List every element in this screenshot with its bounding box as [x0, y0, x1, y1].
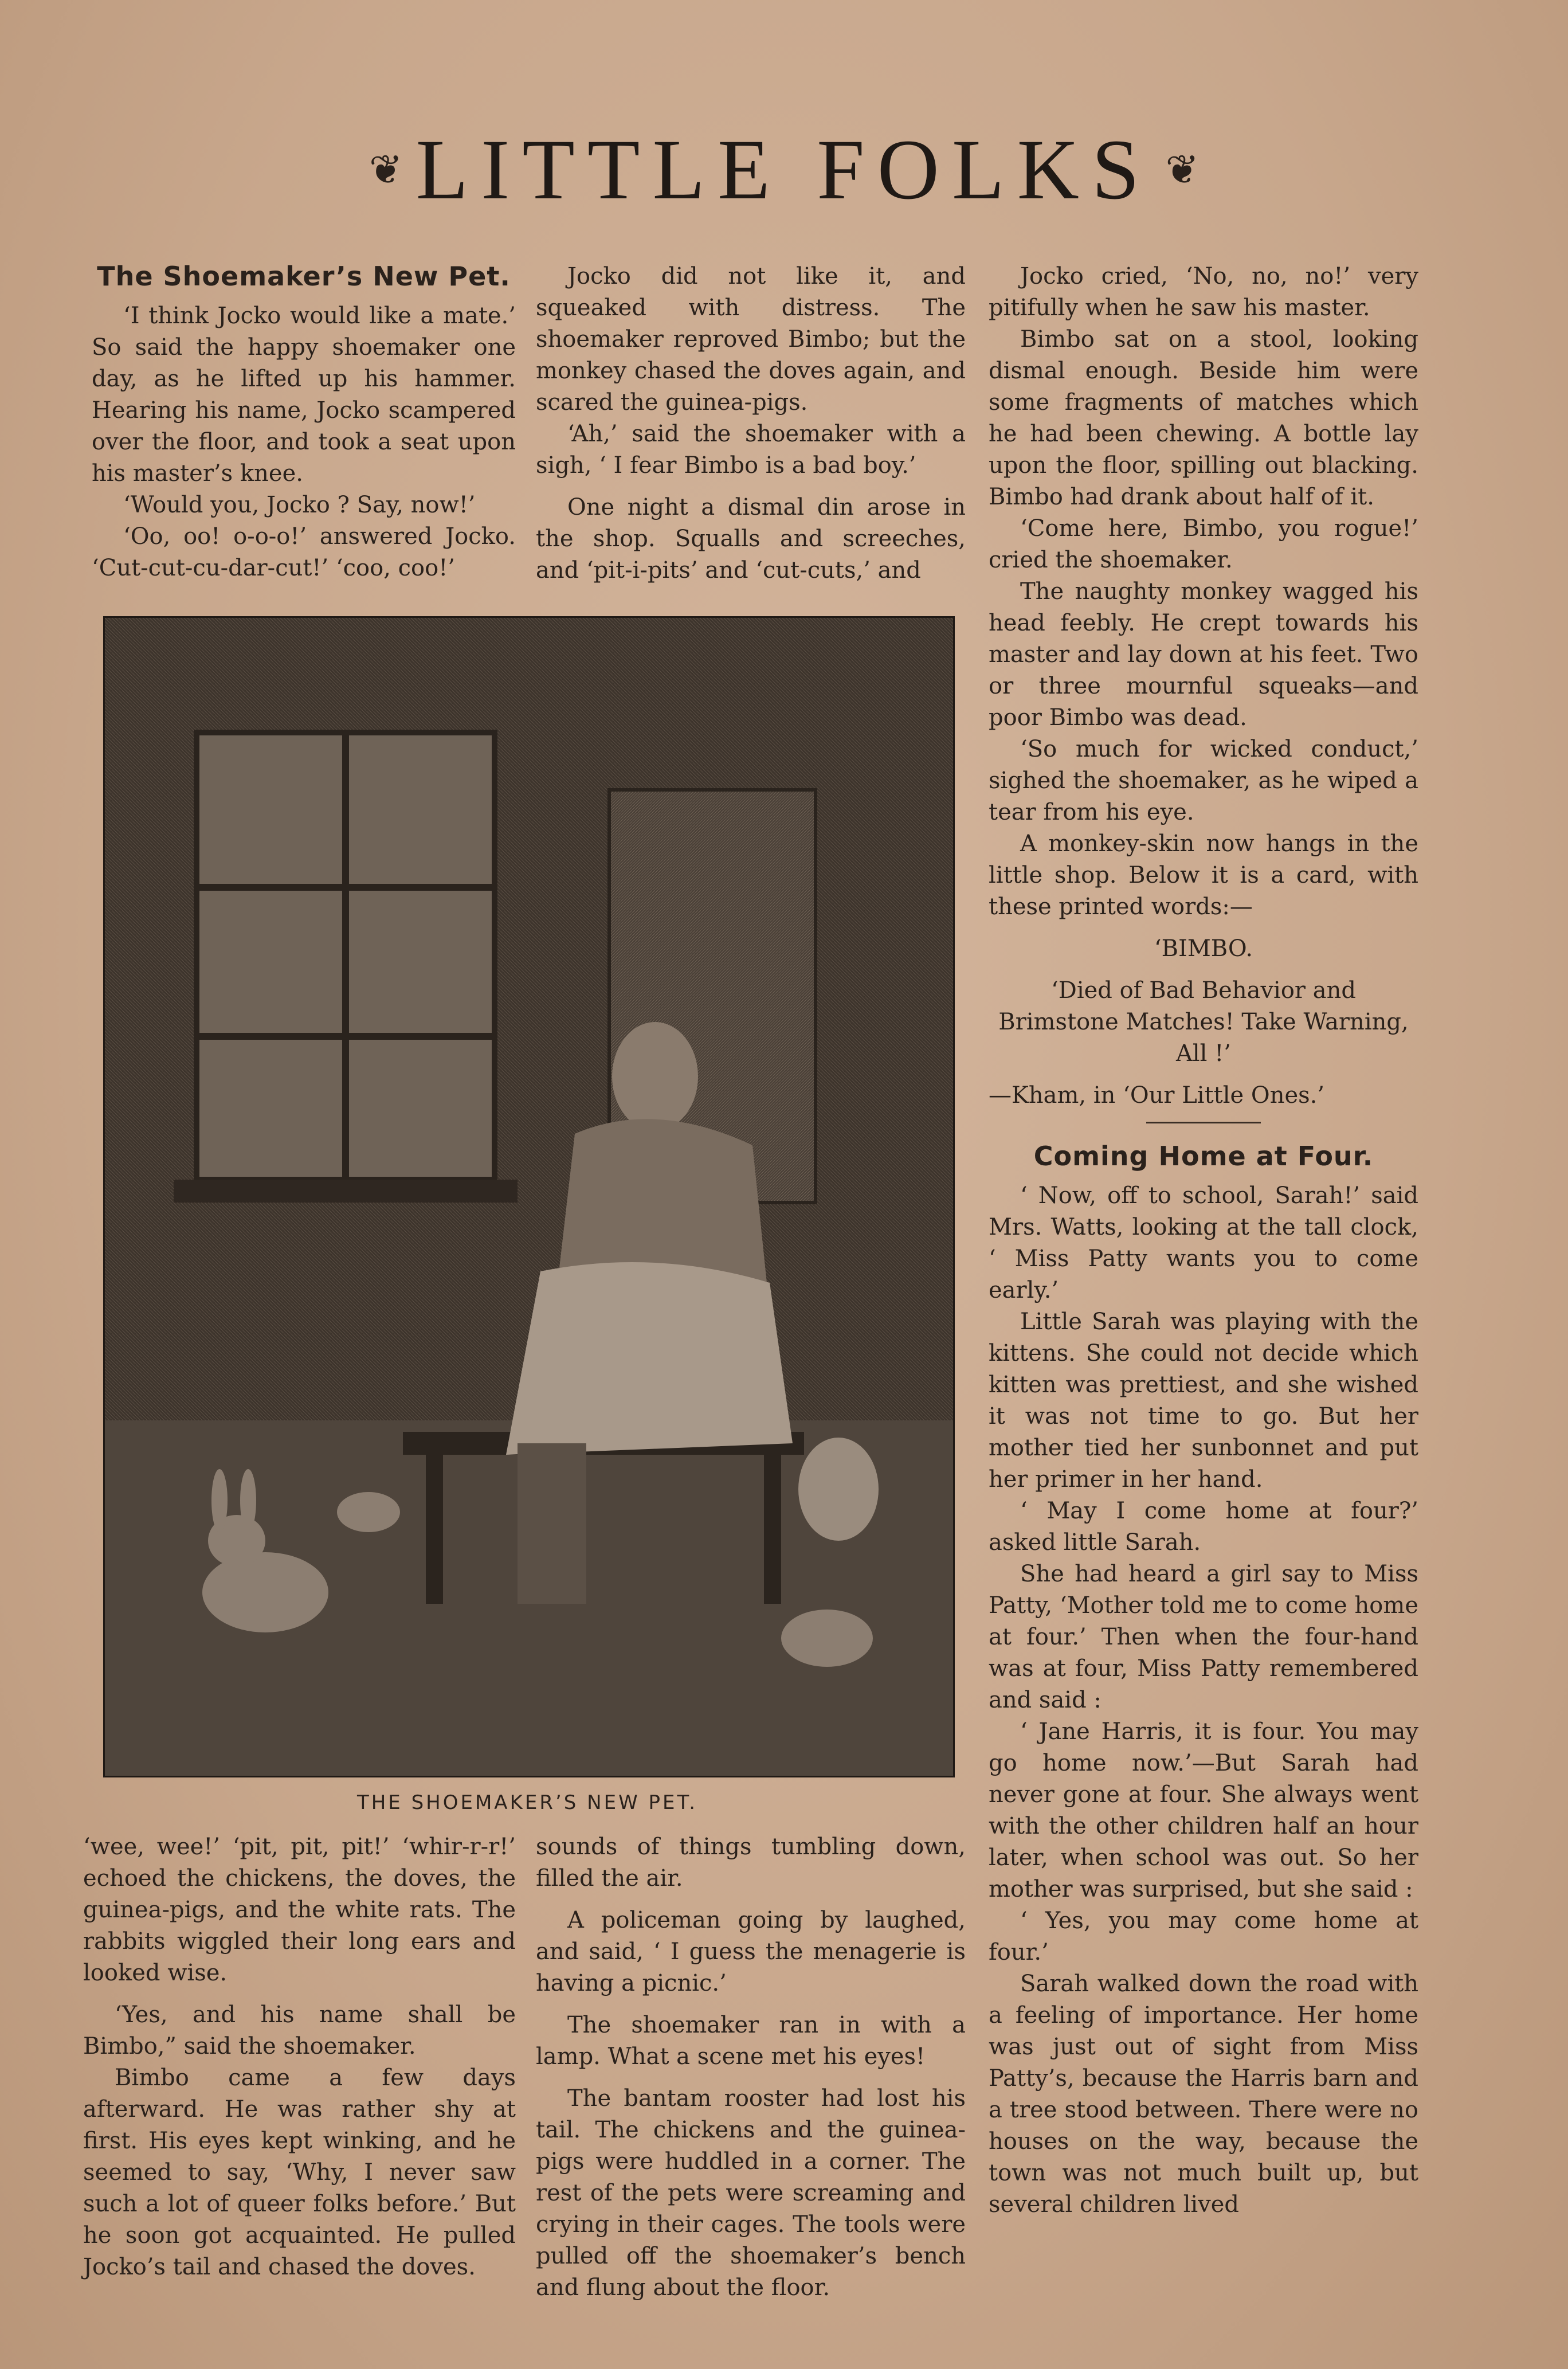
- column-2-bottom: [536, 1831, 966, 2304]
- paragraph: The bantam rooster had lost his tail. The chickens and the guinea-pigs were huddled in a corner. The rest of the pets were screaming and crying in their cages. The tools were pulled off the shoemaker’s bench and flung about the floor.: [536, 2085, 966, 2301]
- paragraph: ‘Would you, Jocko ? Say, now!’: [123, 492, 476, 518]
- paragraph: ‘Yes, and his name shall be Bimbo,” said the shoemaker.: [83, 2002, 516, 2059]
- divider: [1146, 1122, 1261, 1123]
- paragraph: ‘ May I come home at four?’ asked little Sarah.: [989, 1498, 1418, 1556]
- column-2-top: [536, 261, 966, 586]
- paragraph: ‘Come here, Bimbo, you rogue!’ cried the shoemaker.: [989, 515, 1418, 573]
- paragraph: She had heard a girl say to Miss Patty, ‘Mother told me to come home at four.’ Then when the four-hand was at four, Miss Patty remembered and said :: [989, 1561, 1418, 1713]
- paragraph: sounds of things tumbling down, filled the air.: [536, 1834, 966, 1892]
- paragraph: ‘So much for wicked conduct,’ sighed the shoemaker, as he wiped a tear from his eye.: [989, 736, 1418, 825]
- column-1-top: [92, 261, 516, 584]
- paragraph: The shoemaker ran in with a lamp. What a scene met his eyes!: [536, 2012, 966, 2070]
- paragraph: Little Sarah was playing with the kittens. She could not decide which kitten was prettiest, and she wished it was not time to go. But her mother tied her sunbonnet and put her primer in her hand.: [989, 1309, 1418, 1493]
- paragraph: One night a dismal din arose in the shop. Squalls and screeches, and ‘pit-i-pits’ and ‘cut-cuts,’ and: [536, 494, 966, 584]
- story-source: —Kham, in ‘Our Little Ones.’: [989, 1082, 1325, 1109]
- paragraph: A policeman going by laughed, and said, ‘ I guess the menagerie is having a picnic.’: [536, 1907, 966, 1996]
- paragraph: ‘Oo, oo! o-o-o!’ answered Jocko. ‘Cut-cut-cu-dar-cut!’ ‘coo, coo!’: [92, 523, 516, 581]
- illustration-drawing: [105, 618, 953, 1776]
- paragraph: ‘wee, wee!’ ‘pit, pit, pit!’ ‘whir-r-r!’ echoed the chickens, the doves, the guinea-pigs, and the white rats. The rabbits wiggled their long ears and looked wise.: [83, 1834, 516, 1986]
- paragraph: ‘I think Jocko would like a mate.’ So said the happy shoemaker one day, as he lifted up his hammer. Hearing his name, Jocko scampered over the floor, and took a seat upon his master’s knee.: [92, 303, 516, 487]
- paragraph: ‘Ah,’ said the shoemaker with a sigh, ‘ I fear Bimbo is a bad boy.’: [536, 421, 966, 479]
- column-1-bottom: [83, 1831, 516, 2283]
- paragraph: Jocko did not like it, and squeaked with distress. The shoemaker reproved Bimbo; but the monkey chased the doves again, and scared the guinea-pigs.: [536, 263, 966, 416]
- paragraph: The naughty monkey wagged his head feebly. He crept towards his master and lay down at his feet. Two or three mournful squeaks—and poor Bimbo was dead.: [989, 578, 1418, 731]
- card-heading: ‘BIMBO.: [1154, 935, 1253, 962]
- left-ornament-icon: ❦: [369, 146, 403, 193]
- story-2-title: Coming Home at Four.: [1033, 1141, 1374, 1172]
- paragraph: ‘ Yes, you may come home at four.’: [989, 1908, 1418, 1965]
- paragraph: ‘ Now, off to school, Sarah!’ said Mrs. Watts, looking at the tall clock, ‘ Miss Patty wants you to come early.’: [989, 1182, 1418, 1303]
- masthead: [0, 120, 1568, 224]
- card-text: ‘Died of Bad Behavior and Brimstone Matches! Take Warning, All !’: [998, 977, 1409, 1067]
- paragraph: A monkey-skin now hangs in the little shop. Below it is a card, with these printed words:—: [989, 831, 1418, 920]
- shoemaker-illustration: [103, 616, 955, 1777]
- paragraph: Bimbo sat on a stool, looking dismal enough. Beside him were some fragments of matches which he had been chewing. A bottle lay upon the floor, spilling out blacking. Bimbo had drank about half of it.: [989, 326, 1418, 510]
- right-ornament-icon: ❦: [1165, 146, 1199, 193]
- column-3: [989, 261, 1418, 2221]
- illustration-caption: THE SHOEMAKER’S NEW PET.: [356, 1791, 698, 1814]
- section-title: LITTLE FOLKS: [415, 122, 1153, 217]
- paragraph: Bimbo came a few days afterward. He was rather shy at first. His eyes kept winking, and he seemed to say, ‘Why, I never saw such a lot of queer folks before.’ But he soon got acquainted. He pulled Jocko’s tail and chased the doves.: [83, 2065, 516, 2280]
- story-1-title: The Shoemaker’s New Pet.: [97, 261, 511, 292]
- paragraph: Jocko cried, ‘No, no, no!’ very pitifully when he saw his master.: [989, 263, 1418, 321]
- paragraph: Sarah walked down the road with a feeling of importance. Her home was just out of sight from Miss Patty’s, because the Harris barn and a tree stood between. There were no houses on the way, because the town was not much built up, but several children lived: [989, 1971, 1418, 2218]
- paragraph: ‘ Jane Harris, it is four. You may go home now.’—But Sarah had never gone at four. She always went with the other children half an hour later, when school was out. So her mother was surprised, but she said :: [989, 1718, 1418, 1902]
